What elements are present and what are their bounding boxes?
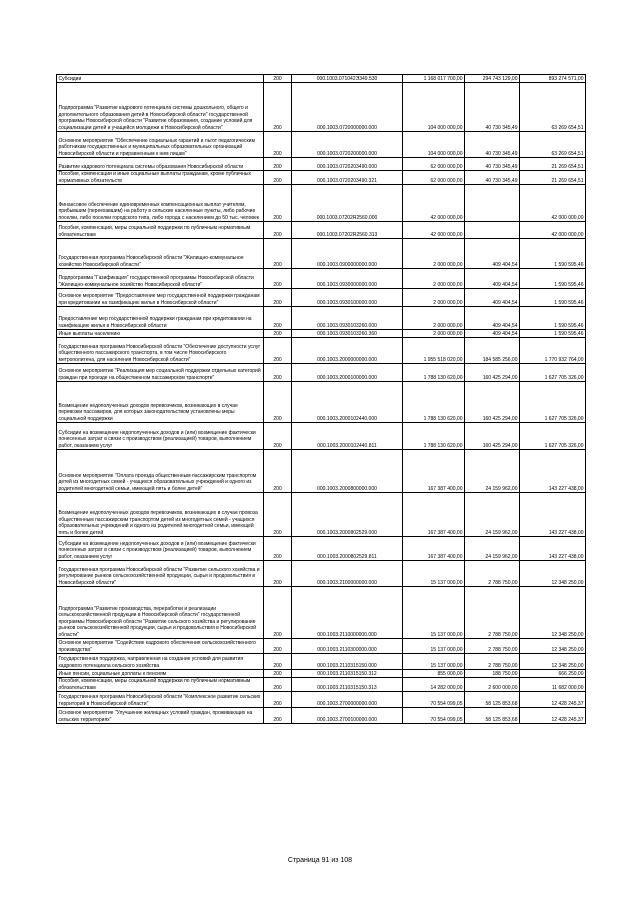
cell-assigned: 104 000 000,00 [403,83,465,132]
cell-kbk: 000.1003.2000102440.811 [292,423,403,450]
cell-kbk: 000.1003.0930000000.000 [292,269,403,289]
cell-assigned: 1 788 130 620,00 [403,364,465,382]
cell-name: Иные пенсии, социальные доплаты к пенсиям [57,670,264,678]
cell-ved: 200 [264,708,292,724]
cell-name: Финансовое обеспечение единовременных компенсационных выплат учителям, прибывшим (переехавшим) на работу в сельские населенные пункты, либо рабочие поселки, либо поселки городского типа, либо города с населением до 50 тыс. человек [57,185,264,222]
cell-assigned: 15 137 000,00 [403,654,465,670]
table-row [57,83,586,132]
cell-executed [465,222,520,239]
cell-kbk: 000.1003.07202R2560.313 [292,222,403,239]
cell-remaining: 21 269 654,51 [520,158,586,171]
cell-assigned: 1 955 518 020,00 [403,338,465,364]
cell-kbk: 000.1003.0930103260.000 [292,307,403,330]
cell-kbk: 000.1003.2700000000.000 [292,692,403,708]
cell-ved: 200 [264,338,292,364]
cell-assigned: 855 000,00 [403,670,465,678]
table-row [57,692,586,708]
cell-executed: 24 159 962,00 [465,450,520,493]
cell-kbk: 000.1003.0720000000.000 [292,83,403,132]
cell-assigned: 15 137 000,00 [403,561,465,587]
budget-execution-table [56,74,586,724]
cell-assigned: 70 554 099,05 [403,692,465,708]
cell-executed: 409 404,54 [465,307,520,330]
cell-name: Основное мероприятие "Обеспечение социальных гарантий и льгот педагогическим работникам государственных и муниципальных образовательных организаций Новосибирской области и приравненным к ним лицам" [57,132,264,158]
cell-kbk: 000.1003.0720203490.321 [292,171,403,185]
cell-ved: 200 [264,239,292,269]
cell-kbk: 000.1003.0930103260.360 [292,330,403,338]
cell-name: Возмещение недополученных доходов перевозчиков, возникающих в случае провоза общественным пассажирским транспортом детей из многодетных семей - учащихся образовательных учреждений и одного из родителей многодетной семьи, имеющей пять и более детей [57,493,264,537]
cell-kbk: 000.1003.07202R2560.000 [292,185,403,222]
cell-executed: 2 788 750,00 [465,639,520,654]
cell-kbk: 000.1003.0900000000.000 [292,239,403,269]
cell-name: Государственная программа Новосибирской области "Комплексное развитие сельских территорий в Новосибирской области" [57,692,264,708]
table-row [57,222,586,239]
cell-ved: 200 [264,639,292,654]
cell-kbk: 000.1003.2110300000.000 [292,639,403,654]
cell-name: Субсидии на возмещение недополученных доходов и (или) возмещение фактически понесенных затрат в связи с производством (реализацией) товаров, выполнением работ, оказанием услуг [57,423,264,450]
cell-kbk: 000.1003.2110000000.000 [292,587,403,639]
table-row [57,269,586,289]
cell-executed: 160 425 294,00 [465,382,520,423]
cell-kbk: 000.1003.2000802529.000 [292,493,403,537]
cell-name: Основное мероприятие "Реализация мер социальной поддержки отдельных категорий граждан при проезде на общественном пассажирском транспорте" [57,364,264,382]
cell-kbk: 000.1003.0720203490.000 [292,158,403,171]
cell-remaining: 12 348 250,00 [520,587,586,639]
cell-assigned: 2 000 000,00 [403,289,465,307]
cell-executed: 40 730 345,49 [465,158,520,171]
cell-ved: 200 [264,289,292,307]
cell-ved: 200 [264,364,292,382]
cell-assigned: 42 000 000,00 [403,222,465,239]
table-row [57,158,586,171]
cell-name: Субсидии на возмещение недополученных доходов и (или) возмещение фактически понесенных затрат в связи с производством (реализацией) товаров, выполнением работ, оказанием услуг [57,537,264,561]
cell-executed: 40 730 345,49 [465,132,520,158]
cell-name: Основное мероприятие "Содействие кадрового обеспечения сельскохозяйственного производства" [57,639,264,654]
cell-ved: 200 [264,537,292,561]
table-row [57,185,586,222]
cell-name: Подпрограмма "Развитие производства, переработки и реализации сельскохозяйственной продукции в Новосибирской области" государственной программы Новосибирской области "Развитие сельского хозяйства и регулирование рынков сельскохозяйственной продукции, сырья и продовольствия в Новосибирской области" [57,587,264,639]
cell-remaining: 1 770 932 764,00 [520,338,586,364]
cell-kbk: 000.1003.2000102440.000 [292,382,403,423]
cell-name: Государственная программа Новосибирской области "Развитие сельского хозяйства и регулирование рынков сельскохозяйственной продукции, сырья и продовольствия в Новосибирской области" [57,561,264,587]
cell-executed: 409 404,54 [465,289,520,307]
cell-remaining: 42 000 000,00 [520,222,586,239]
cell-ved: 200 [264,171,292,185]
cell-remaining: 143 227 438,00 [520,493,586,537]
cell-assigned: 2 000 000,00 [403,239,465,269]
cell-kbk: 000.1003.0720200000.000 [292,132,403,158]
cell-name: Основное мероприятие "Оплата проезда общественным пассажирским транспортом детей из многодетных семей - учащихся образовательных учреждений и одного из родителей многодетной семьи, имеющей пять и более детей" [57,450,264,493]
cell-executed: 2 788 750,00 [465,561,520,587]
cell-assigned: 167 387 400,00 [403,493,465,537]
cell-assigned: 15 137 000,00 [403,639,465,654]
cell-assigned: 167 387 400,00 [403,450,465,493]
cell-ved: 200 [264,692,292,708]
table-row [57,587,586,639]
cell-assigned: 2 000 000,00 [403,330,465,338]
table-body [57,75,586,724]
cell-executed: 58 125 853,68 [465,708,520,724]
cell-remaining: 1 627 705 326,00 [520,382,586,423]
table-row [57,307,586,330]
cell-executed: 294 743 129,00 [465,75,520,83]
cell-kbk: 000.1003.2100000000.000 [292,561,403,587]
table-row [57,239,586,269]
cell-kbk: 000.1003.2110315150.312 [292,670,403,678]
cell-assigned: 167 387 400,00 [403,537,465,561]
table-row [57,561,586,587]
cell-assigned: 62 000 000,00 [403,171,465,185]
cell-kbk: 000.1003.0930100000.000 [292,289,403,307]
table-row [57,382,586,423]
table-row [57,330,586,338]
table-row [57,670,586,678]
cell-name: Подпрограмма "Развитие кадрового потенциала системы дошкольного, общего и дополнительного образования детей в Новосибирской области" государственной программы Новосибирской области "Развитие образования, создание условий для социализации детей и учащейся молодежи в Новосибирской области" [57,83,264,132]
cell-ved: 200 [264,423,292,450]
cell-ved: 200 [264,75,292,83]
cell-kbk: 000.1003.2000000000.000 [292,338,403,364]
cell-name: Государственная программа Новосибирской области "Жилищно-коммунальное хозяйство Новосибирской области" [57,239,264,269]
cell-executed: 188 750,00 [465,670,520,678]
cell-assigned: 1 788 130 620,00 [403,423,465,450]
cell-ved: 200 [264,307,292,330]
cell-remaining: 42 000 000,00 [520,185,586,222]
cell-assigned: 2 000 000,00 [403,269,465,289]
cell-assigned: 62 000 000,00 [403,158,465,171]
cell-ved: 200 [264,382,292,423]
cell-assigned: 1 168 017 700,00 [403,75,465,83]
cell-remaining: 1 627 705 326,00 [520,364,586,382]
cell-ved: 200 [264,83,292,132]
cell-ved: 200 [264,132,292,158]
cell-name: Предоставление мер государственной поддержки гражданам при кредитовании на газификацию жилья в Новосибирской области [57,307,264,330]
cell-assigned: 42 000 000,00 [403,185,465,222]
cell-ved: 200 [264,654,292,670]
cell-assigned: 2 000 000,00 [403,307,465,330]
cell-executed: 160 425 294,00 [465,423,520,450]
cell-executed: 40 730 345,49 [465,171,520,185]
cell-assigned: 70 554 099,05 [403,708,465,724]
cell-ved: 200 [264,561,292,587]
cell-executed: 409 404,54 [465,269,520,289]
cell-remaining: 12 428 245,37 [520,692,586,708]
cell-remaining: 666 250,00 [520,670,586,678]
cell-remaining: 1 590 595,46 [520,307,586,330]
cell-executed: 160 425 294,00 [465,364,520,382]
table-row [57,364,586,382]
cell-executed: 409 404,54 [465,330,520,338]
cell-assigned: 104 000 000,00 [403,132,465,158]
cell-remaining: 12 348 250,00 [520,654,586,670]
cell-ved: 200 [264,269,292,289]
cell-kbk: 000.1003.2000100000.000 [292,364,403,382]
page-number: Страница 91 из 108 [287,857,353,864]
cell-name: Пособия, компенсации, меры социальной поддержки по публичным нормативным обязательствам [57,222,264,239]
cell-ved: 200 [264,670,292,678]
cell-remaining: 143 227 438,00 [520,450,586,493]
cell-executed: 184 585 256,00 [465,338,520,364]
cell-remaining: 1 590 595,46 [520,269,586,289]
cell-ved: 200 [264,222,292,239]
cell-ved: 200 [264,330,292,338]
cell-kbk: 000.1003.2700100000.000 [292,708,403,724]
cell-executed: 2 600 000,00 [465,678,520,692]
table-row [57,450,586,493]
cell-kbk: 000.1003.2110315150.313 [292,678,403,692]
table-row [57,493,586,537]
cell-name: Государственная поддержка, направленная на создание условий для развития кадрового потенциала сельского хозяйства [57,654,264,670]
cell-ved: 200 [264,587,292,639]
cell-remaining: 1 627 705 326,00 [520,423,586,450]
cell-executed [465,185,520,222]
cell-name: Основное мероприятие "Предоставление мер государственной поддержки гражданам при кредитовании на газификацию жилья в Новосибирской области" [57,289,264,307]
table-row [57,639,586,654]
cell-executed: 24 159 962,00 [465,537,520,561]
cell-assigned: 15 137 000,00 [403,587,465,639]
table-row [57,289,586,307]
table-row [57,423,586,450]
cell-ved: 200 [264,185,292,222]
cell-remaining: 21 269 654,51 [520,171,586,185]
cell-executed: 2 788 750,00 [465,587,520,639]
cell-remaining: 1 590 595,46 [520,239,586,269]
cell-name: Основное мероприятие "Улучшение жилищных условий граждан, проживающих на сельских территориях" [57,708,264,724]
cell-remaining: 1 590 595,46 [520,289,586,307]
cell-name: Иные выплаты населению [57,330,264,338]
table-row [57,171,586,185]
table-row [57,537,586,561]
cell-executed: 2 788 750,00 [465,654,520,670]
cell-remaining: 11 682 000,00 [520,678,586,692]
cell-kbk: 000.1003.2110315150.000 [292,654,403,670]
cell-remaining: 143 227 438,00 [520,537,586,561]
cell-remaining: 12 428 245,37 [520,708,586,724]
cell-name: Государственная программа Новосибирской области "Обеспечение доступности услуг общественного пассажирского транспорта, в том числе Новосибирского метрополитена, для населения Новосибирской области" [57,338,264,364]
cell-remaining: 12 348 250,00 [520,561,586,587]
cell-ved: 200 [264,158,292,171]
cell-ved: 200 [264,493,292,537]
cell-ved: 200 [264,450,292,493]
cell-name: Пособия, компенсации и иные социальные выплаты гражданам, кроме публичных нормативных обязательств [57,171,264,185]
cell-remaining: 63 269 654,51 [520,83,586,132]
cell-remaining: 1 590 595,46 [520,330,586,338]
cell-name: Возмещение недополученных доходов перевозчиков, возникающих в случае перевозки пассажиров, для которых законодательством установлены меры социальной поддержки [57,382,264,423]
cell-name: Подпрограмма "Газификация" государственной программы Новосибирской области "Жилищно-коммунальное хозяйство Новосибирской области" [57,269,264,289]
cell-executed: 409 404,54 [465,239,520,269]
cell-remaining: 63 269 654,51 [520,132,586,158]
cell-assigned: 14 282 000,00 [403,678,465,692]
cell-ved: 200 [264,678,292,692]
table-row [57,338,586,364]
table-row [57,708,586,724]
cell-name: Развитие кадрового потенциала системы образования Новосибирской области [57,158,264,171]
table-row [57,678,586,692]
cell-executed: 58 125 853,68 [465,692,520,708]
cell-name: Пособия, компенсации, меры социальной поддержки по публичным нормативным обязательствам [57,678,264,692]
cell-remaining: 893 274 571,00 [520,75,586,83]
cell-name: Субсидии [57,75,264,83]
cell-kbk: 000.1003.2000800000.000 [292,450,403,493]
cell-remaining: 12 348 250,00 [520,639,586,654]
cell-executed: 40 730 345,49 [465,83,520,132]
cell-kbk: 000.1003.2000802529.811 [292,537,403,561]
table-row [57,654,586,670]
table-row [57,132,586,158]
cell-assigned: 1 788 130 620,00 [403,382,465,423]
table-row [57,75,586,83]
cell-executed: 24 159 962,00 [465,493,520,537]
cell-kbk: 000.1003.071042Э349.530 [292,75,403,83]
